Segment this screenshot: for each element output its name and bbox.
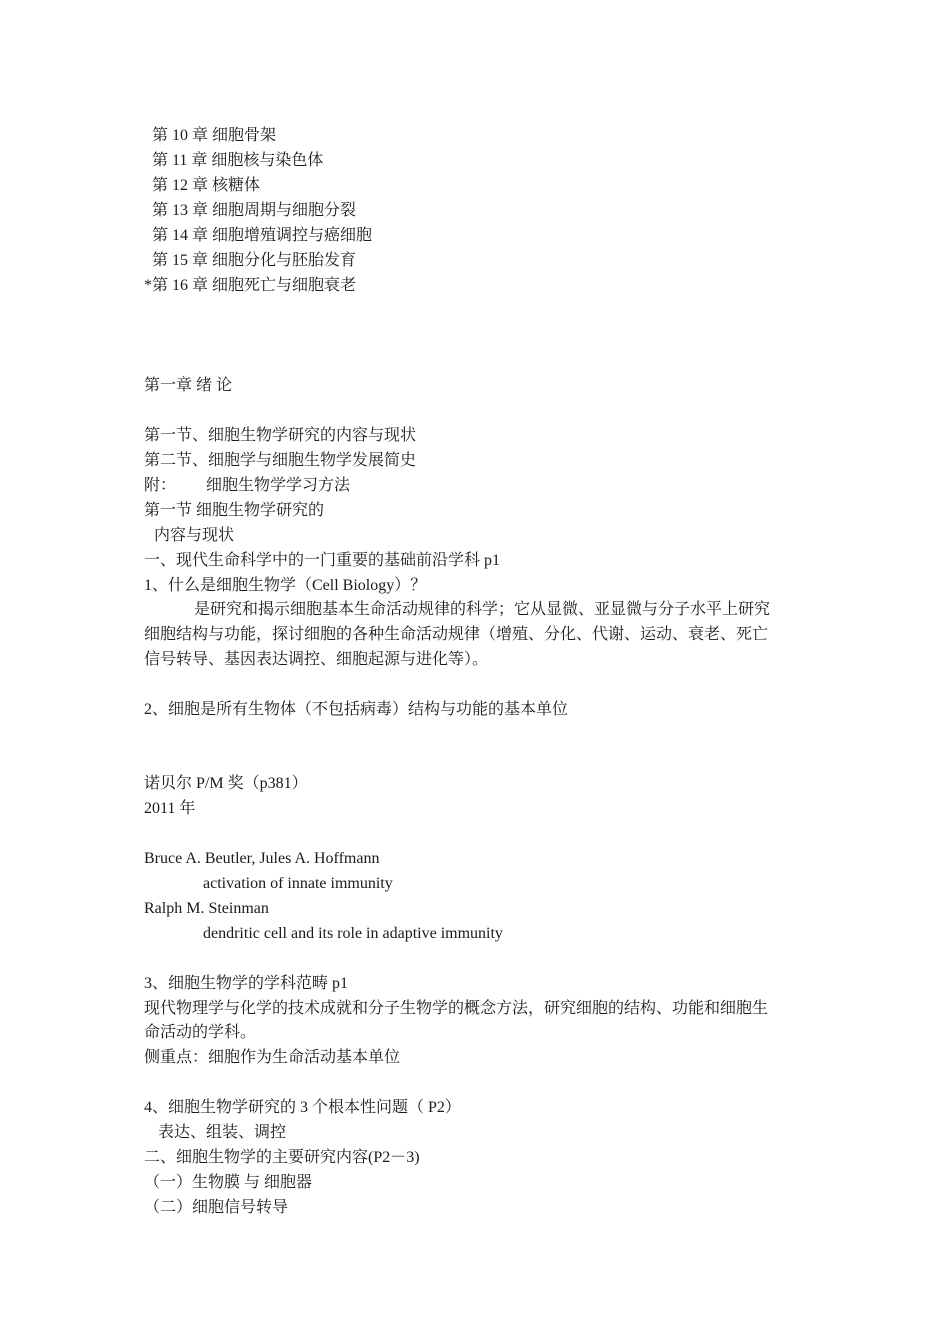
toc-item-starred <box>144 273 356 298</box>
definition-para-line: 信号转导、基因表达调控、细胞起源与进化等）。 <box>144 651 489 668</box>
section-heading: 第一节 细胞生物学研究的 <box>144 502 325 519</box>
nobel-laureates: Ralph M. Steinman <box>144 900 269 917</box>
appendix-text: 细胞生物学学习方法 <box>206 477 351 494</box>
definition-para-line: 是研究和揭示细胞基本生命活动规律的科学；它从显微、亚显微与分子水平上研究 <box>194 601 771 618</box>
part3-para-line: 命活动的学科。 <box>144 1024 257 1041</box>
appendix-label: 附： <box>144 477 177 494</box>
part1-heading: 一、现代生命科学中的一门重要的基础前沿学科 p1 <box>144 552 501 569</box>
definition-para-line: 细胞结构与功能，探讨细胞的各种生命活动规律（增殖、分化、代谢、运动、衰老、死亡 <box>144 626 769 643</box>
question-1: 1、什么是细胞生物学（Cell Biology）？ <box>144 577 427 594</box>
part4-heading: 4、细胞生物学研究的 3 个根本性问题（ P2） <box>144 1099 461 1116</box>
part3-heading: 3、细胞生物学的学科范畴 p1 <box>144 975 349 992</box>
part3-focus: 侧重点：细胞作为生命活动基本单位 <box>144 1049 401 1066</box>
toc-item: 第 15 章 细胞分化与胚胎发育 <box>152 252 357 269</box>
toc-item: 第 14 章 细胞增殖调控与癌细胞 <box>152 227 373 244</box>
part3-para-line: 现代物理学与化学的技术成就和分子生物学的概念方法，研究细胞的结构、功能和细胞生 <box>144 1000 769 1017</box>
nobel-year: 2011 年 <box>144 800 196 817</box>
chapter-title: 第一章 绪 论 <box>144 377 233 394</box>
section-item: 第一节、细胞生物学研究的内容与现状 <box>144 427 417 444</box>
toc-item-label: 第 16 章 细胞死亡与细胞衰老 <box>152 277 357 294</box>
nobel-laureates: Bruce A. Beutler, Jules A. Hoffmann <box>144 850 380 867</box>
section-item: 第二节、细胞学与细胞生物学发展简史 <box>144 452 417 469</box>
question-2: 2、细胞是所有生物体（不包括病毒）结构与功能的基本单位 <box>144 701 569 718</box>
part4-answer: 表达、组装、调控 <box>158 1124 287 1141</box>
toc-item: 第 13 章 细胞周期与细胞分裂 <box>152 202 357 219</box>
nobel-topic: dendritic cell and its role in adaptive immunity <box>203 925 503 942</box>
toc-item: 第 10 章 细胞骨架 <box>152 127 277 144</box>
toc-item: 第 11 章 细胞核与染色体 <box>152 152 324 169</box>
part-two-item: （一）生物膜 与 细胞器 <box>144 1174 313 1191</box>
toc-star-marker: * <box>144 277 152 294</box>
part-two-heading: 二、细胞生物学的主要研究内容(P2－3) <box>144 1149 420 1166</box>
section-heading-cont: 内容与现状 <box>154 527 235 544</box>
part-two-item: （二）细胞信号转导 <box>144 1199 289 1216</box>
nobel-heading: 诺贝尔 P/M 奖（p381） <box>144 775 308 792</box>
nobel-topic: activation of innate immunity <box>203 875 393 892</box>
toc-item: 第 12 章 核糖体 <box>152 177 261 194</box>
appendix-line <box>144 473 350 498</box>
